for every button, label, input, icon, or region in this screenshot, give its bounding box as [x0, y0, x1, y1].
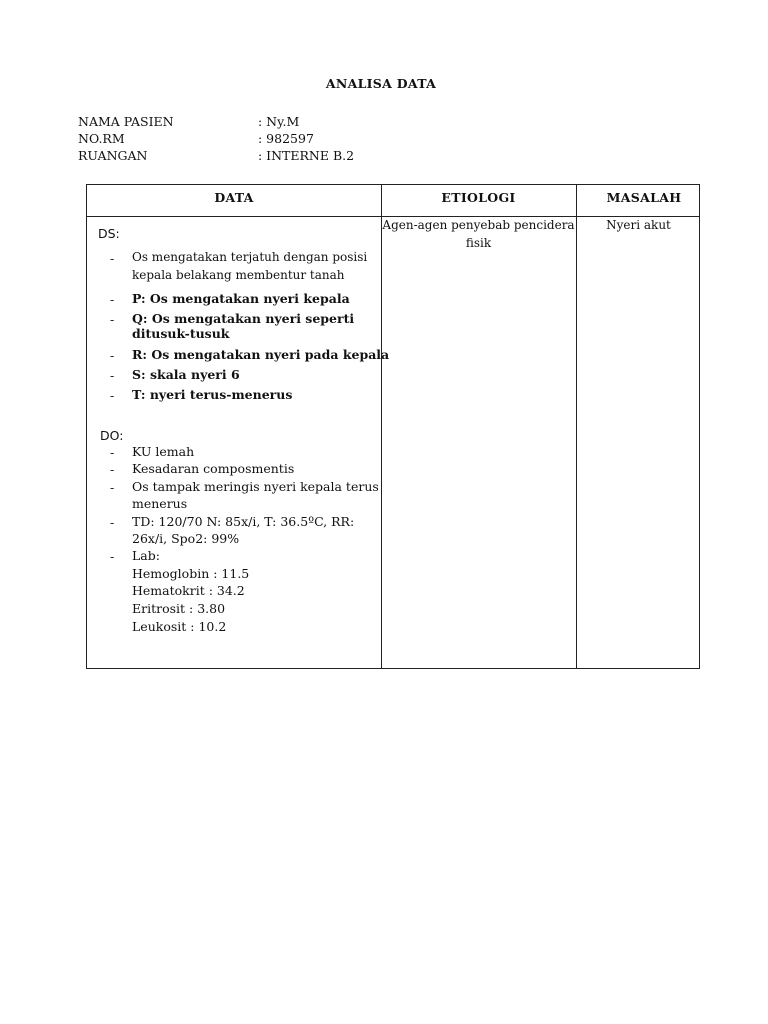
medical-record-label: NO.RM [78, 131, 125, 146]
bullet-dash: - [110, 462, 115, 477]
room-row [78, 147, 354, 164]
column-divider [576, 185, 577, 668]
etiologi-line2: fisik [465, 236, 492, 250]
ds-item-q-line1: Q: Os mengatakan nyeri seperti [132, 311, 355, 326]
ds-label: DS: [98, 226, 120, 241]
ds-item-s: S: skala nyeri 6 [132, 367, 240, 382]
bullet-dash: - [110, 292, 115, 307]
column-divider [381, 185, 382, 668]
bullet-dash: - [110, 348, 115, 363]
header-divider [87, 216, 699, 217]
bullet-dash: - [110, 515, 115, 530]
medical-record-value: : 982597 [258, 131, 314, 146]
bullet-dash: - [110, 480, 115, 495]
bullet-dash: - [110, 251, 115, 266]
ds-item-1-line1: Os mengatakan terjatuh dengan posisi [132, 250, 368, 264]
document-title: ANALISA DATA [325, 76, 437, 91]
header-data: DATA [214, 190, 254, 205]
ds-item-1-line2: kepala belakang membentur tanah [132, 268, 345, 282]
header-masalah: MASALAH [606, 190, 682, 205]
do-item-meringis-line1: Os tampak meringis nyeri kepala terus [132, 479, 379, 494]
patient-name-value: : Ny.M [258, 114, 300, 129]
do-item-ku: KU lemah [132, 444, 195, 459]
do-item-vitals-line1: TD: 120/70 N: 85x/i, T: 36.5ºC, RR: [132, 514, 355, 529]
bullet-dash: - [110, 312, 115, 327]
room-label: RUANGAN [78, 148, 148, 163]
medical-record-row [78, 130, 354, 147]
etiologi-line1: Agen-agen penyebab pencidera [382, 218, 575, 232]
lab-eritrosit: Eritrosit : 3.80 [132, 601, 226, 616]
lab-hemoglobin: Hemoglobin : 11.5 [132, 566, 250, 581]
patient-name-row [78, 113, 354, 130]
lab-leukosit: Leukosit : 10.2 [132, 619, 227, 634]
bullet-dash: - [110, 388, 115, 403]
bullet-dash: - [110, 368, 115, 383]
ds-item-q-line2: ditusuk-tusuk [132, 326, 230, 341]
bullet-dash: - [110, 549, 115, 564]
do-item-vitals-line2: 26x/i, Spo2: 99% [132, 531, 240, 546]
ds-item-r: R: Os mengatakan nyeri pada kepala [132, 347, 390, 362]
analysis-table [86, 184, 700, 669]
patient-name-label: NAMA PASIEN [78, 114, 174, 129]
do-item-meringis-line2: menerus [132, 496, 188, 511]
do-label: DO: [100, 428, 124, 443]
ds-item-p: P: Os mengatakan nyeri kepala [132, 291, 350, 306]
patient-info [78, 113, 354, 164]
masalah-value: Nyeri akut [606, 218, 671, 232]
header-etiologi: ETIOLOGI [441, 190, 516, 205]
room-value: : INTERNE B.2 [258, 148, 355, 163]
ds-item-t: T: nyeri terus-menerus [132, 387, 293, 402]
do-item-kesadaran: Kesadaran composmentis [132, 461, 295, 476]
do-item-lab: Lab: [132, 548, 160, 563]
lab-hematokrit: Hematokrit : 34.2 [132, 583, 245, 598]
bullet-dash: - [110, 445, 115, 460]
